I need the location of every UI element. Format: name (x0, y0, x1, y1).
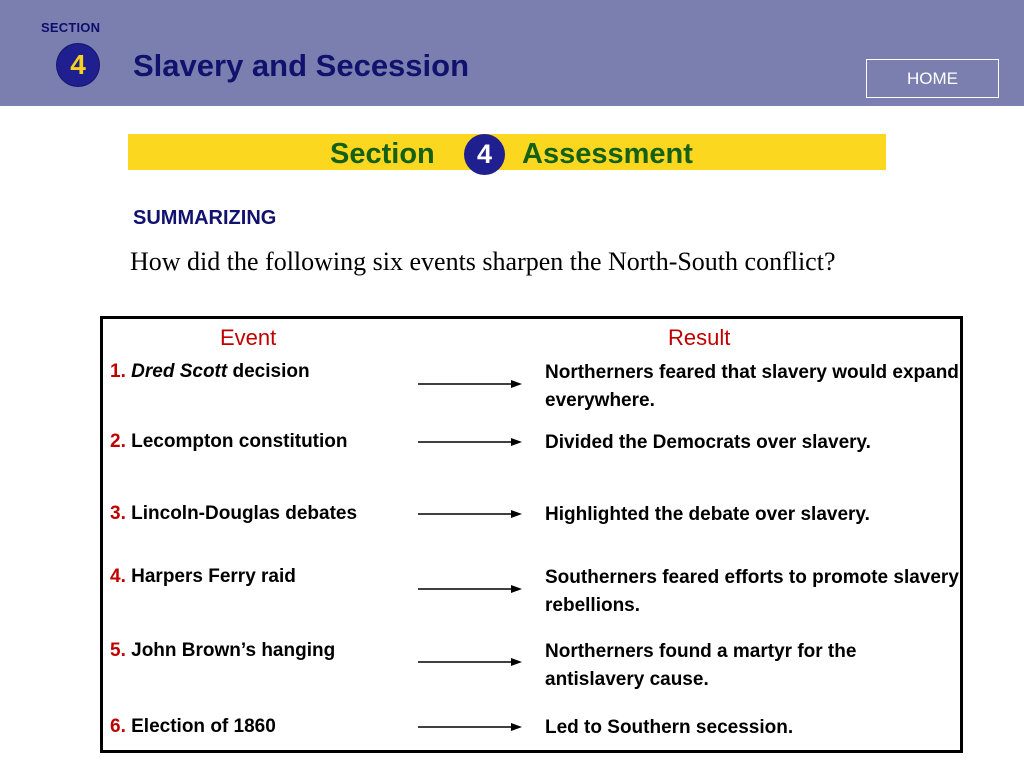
event-italic-text: Dred Scott (131, 361, 228, 382)
event-text: Harpers Ferry raid (125, 566, 296, 587)
event-item-1 (110, 361, 310, 383)
result-item-4: Southerners feared efforts to promote slavery rebellions. (545, 567, 959, 616)
page-title: Slavery and Secession (133, 48, 470, 83)
section-label: SECTION (41, 20, 101, 35)
right-arrow-icon (418, 584, 522, 594)
row-number: 2. (110, 431, 126, 452)
row-number: 1. (110, 361, 126, 382)
question-text: How did the following six events sharpen the North-South conflict? (130, 247, 836, 276)
result-item-3: Highlighted the debate over slavery. (545, 504, 870, 525)
right-arrow-icon (418, 722, 522, 732)
result-item-2: Divided the Democrats over slavery. (545, 432, 871, 453)
event-text: Lincoln-Douglas debates (125, 503, 358, 524)
result-item-6: Led to Southern secession. (545, 717, 794, 738)
section-number-badge: 4 (57, 44, 99, 86)
event-text: John Brown’s hanging (125, 640, 336, 661)
home-button[interactable]: HOME (866, 59, 999, 98)
assessment-section-word: Section (330, 138, 435, 170)
result-item-1: Northerners feared that slavery would expand everywhere. (545, 362, 959, 411)
event-text: Lecompton constitution (125, 431, 348, 452)
event-column-header: Event (220, 325, 277, 350)
right-arrow-icon (418, 657, 522, 667)
event-item-4 (110, 566, 296, 588)
assessment-number-badge: 4 (464, 134, 505, 175)
summarizing-heading: SUMMARIZING (133, 207, 277, 229)
right-arrow-icon (418, 379, 522, 389)
right-arrow-icon (418, 509, 522, 519)
event-item-5 (110, 640, 335, 662)
event-item-6 (110, 716, 276, 738)
event-text: Election of 1860 (125, 716, 276, 737)
row-number: 6. (110, 716, 126, 737)
row-number: 5. (110, 640, 126, 661)
assessment-banner (128, 134, 886, 170)
result-item-5: Northerners found a martyr for the antislavery cause. (545, 641, 857, 690)
assessment-word: Assessment (522, 138, 693, 170)
row-number: 4. (110, 566, 126, 587)
result-column-header: Result (668, 325, 731, 350)
right-arrow-icon (418, 437, 522, 447)
row-number: 3. (110, 503, 126, 524)
event-text: decision (227, 361, 310, 382)
event-item-3 (110, 503, 357, 525)
event-item-2 (110, 431, 348, 453)
